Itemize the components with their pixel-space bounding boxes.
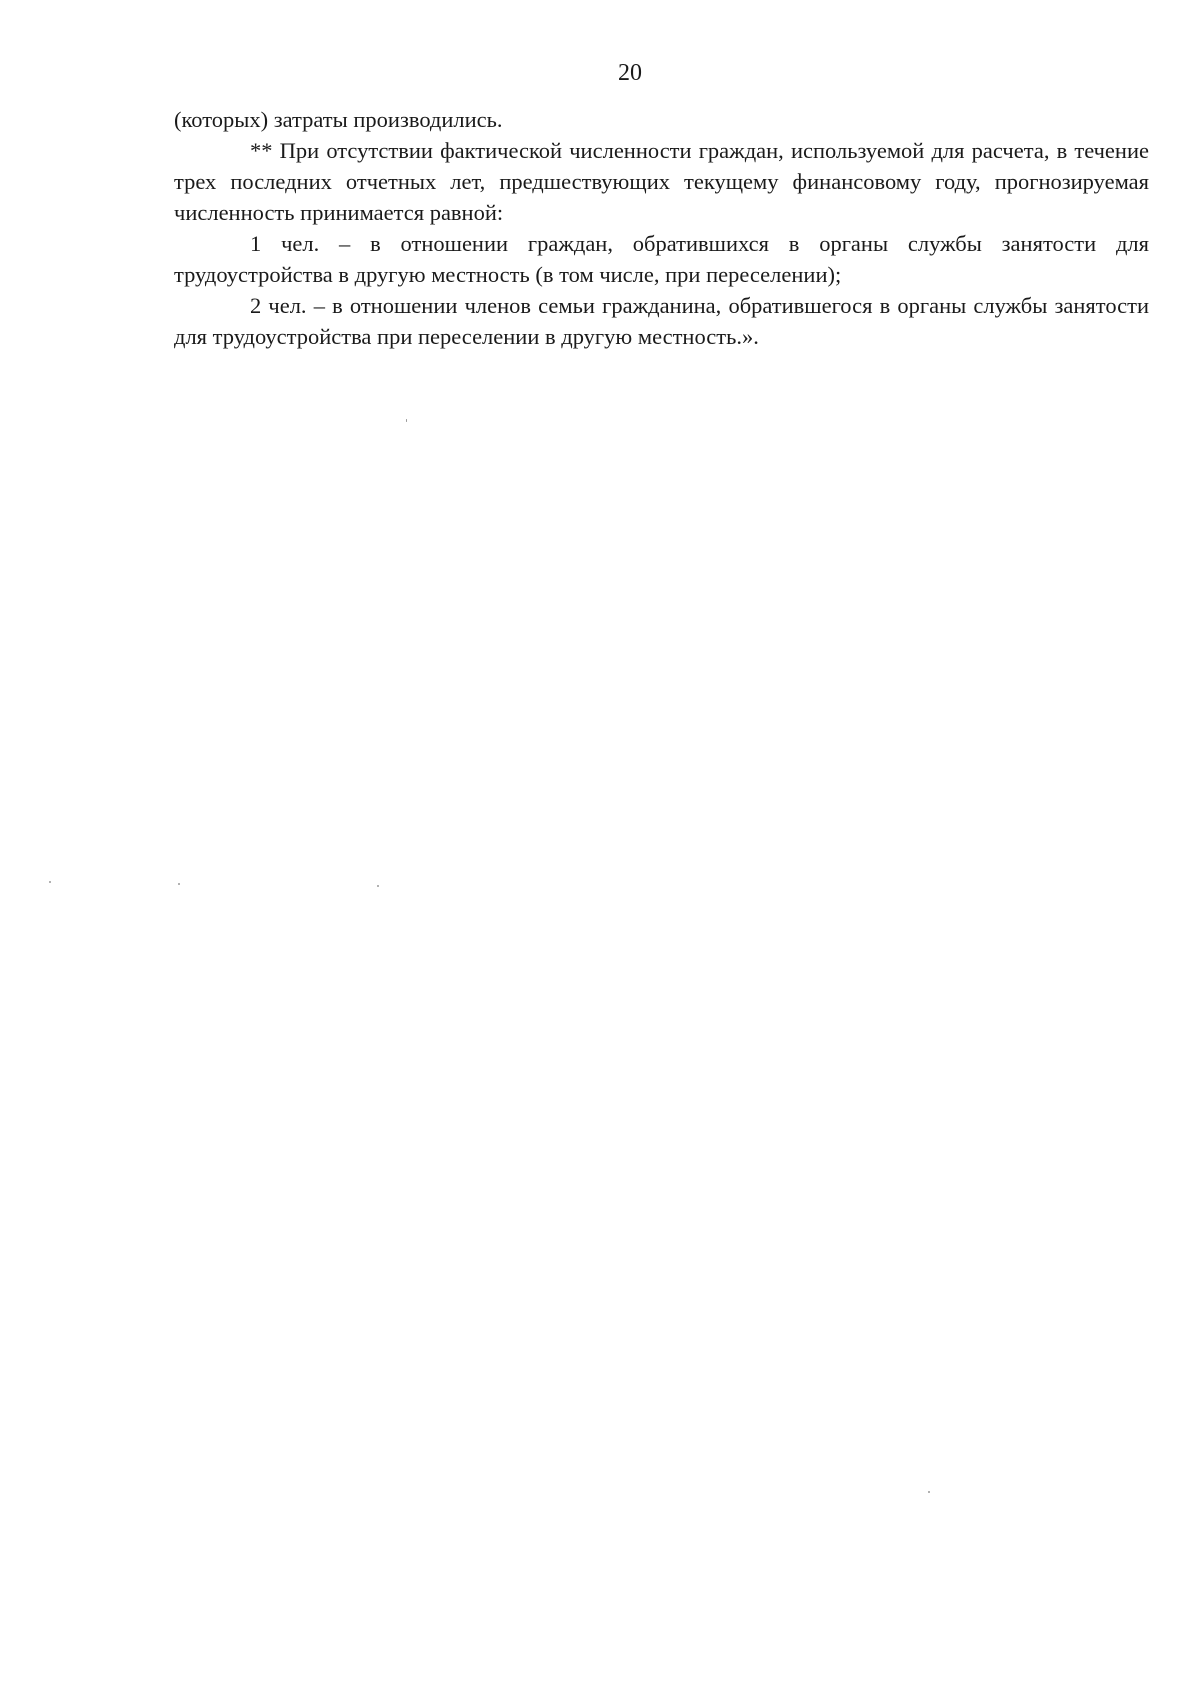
scan-speck xyxy=(178,883,180,885)
page-number: 20 xyxy=(618,60,642,86)
scan-speck xyxy=(49,881,51,883)
paragraph-continuation: (которых) затраты производились. xyxy=(174,107,503,132)
paragraph-two-persons: 2 чел. – в отношении членов семьи гражданина, обратившегося в органы службы занятости для трудоустройства при переселении в другую местность.». xyxy=(174,293,1149,349)
scan-speck xyxy=(928,1491,930,1493)
paragraph-one-person: 1 чел. – в отношении граждан, обратившихся в органы службы занятости для трудоустройства в другую местность (в том числе, при переселении); xyxy=(174,231,1149,287)
scan-speck xyxy=(377,885,379,887)
scan-speck xyxy=(406,419,407,422)
document-body xyxy=(174,104,1149,352)
paragraph-footnote-note: ** При отсутствии фактической численности граждан, используемой для расчета, в течение трех последних отчетных лет, предшествующих текущему финансовому году, прогнозируемая численность принимается равной: xyxy=(174,138,1149,225)
